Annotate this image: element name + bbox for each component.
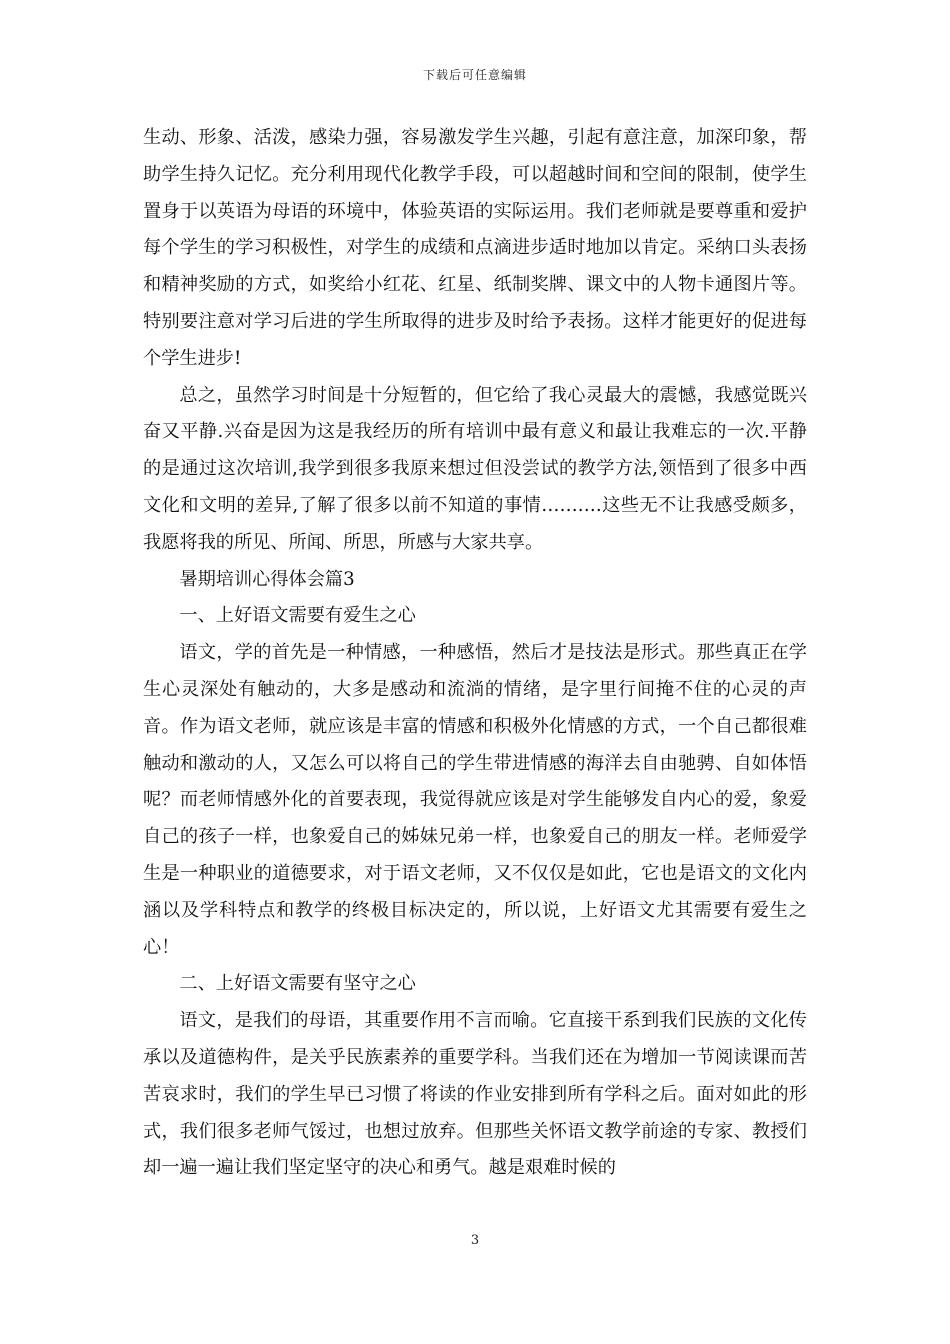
document-body xyxy=(143,120,807,1187)
section-title: 暑期培训心得体会篇3 xyxy=(179,568,355,590)
paragraph-love-students: 语文，学的首先是一种情感，一种感悟，然后才是技法是形式。那些真正在学生心灵深处有触动的，大多是感动和流淌的情绪，是字里行间掩不住的心灵的声音。作为语文老师，就应该是丰富的情感和积极外化情感的方式，一个自己都很难触动和激动的人，又怎么可以将自己的学生带进情感的海洋去自由驰骋、自如体悟呢？而老师情感外化的首要表现，我觉得就应该是对学生能够发自内心的爱，象爱自己的孩子一样，也象爱自己的姊妹兄弟一样，也象爱自己的朋友一样。老师爱学生是一种职业的道德要求，对于语文老师，又不仅仅是如此，它也是语文的文化内涵以及学科特点和教学的终极目标决定的，所以说，上好语文尤其需要有爱生之心！ xyxy=(143,642,807,958)
page-header: 下载后可任意编辑 xyxy=(422,68,527,82)
paragraph-continued: 生动、形象、活泼，感染力强，容易激发学生兴趣，引起有意注意，加深印象，帮助学生持久记忆。充分利用现代化教学手段，可以超越时间和空间的限制，使学生置身于以英语为母语的环境中，体验英语的实际运用。我们老师就是要尊重和爱护每个学生的学习积极性，对学生的成绩和点滴进步适时地加以肯定。采纳口头表扬和精神奖励的方式，如奖给小红花、红星、纸制奖牌、课文中的人物卡通图片等。特别要注意对学习后进的学生所取得的进步及时给予表扬。这样才能更好的促进每个学生进步! xyxy=(143,127,807,369)
subheading-one: 一、上好语文需要有爱生之心 xyxy=(179,605,416,627)
page-number: 3 xyxy=(470,1233,480,1248)
paragraph-perseverance: 语文，是我们的母语，其重要作用不言而喻。它直接干系到我们民族的文化传承以及道德构件，是关乎民族素养的重要学科。当我们还在为增加一节阅读课而苦苦哀求时，我们的学生早已习惯了将读的作业安排到所有学科之后。面对如此的形式，我们很多老师气馁过，也想过放弃。但那些关怀语文教学前途的专家、教授们却一遍一遍让我们坚定坚守的决心和勇气。越是艰难时候的 xyxy=(143,1010,807,1179)
subheading-two: 二、上好语文需要有坚守之心 xyxy=(179,973,416,995)
paragraph-summary: 总之，虽然学习时间是十分短暂的，但它给了我心灵最大的震憾，我感觉既兴奋又平静.兴奋是因为这是我经历的所有培训中最有意义和最让我难忘的一次.平静的是通过这次培训,我学到很多我原来想过但没尝试的教学方法,领悟到了很多中西文化和文明的差异,了解了很多以前不知道的事情……….这些无不让我感受颇多，我愿将我的所见、所闻、所思，所感与大家共享。 xyxy=(143,384,807,553)
